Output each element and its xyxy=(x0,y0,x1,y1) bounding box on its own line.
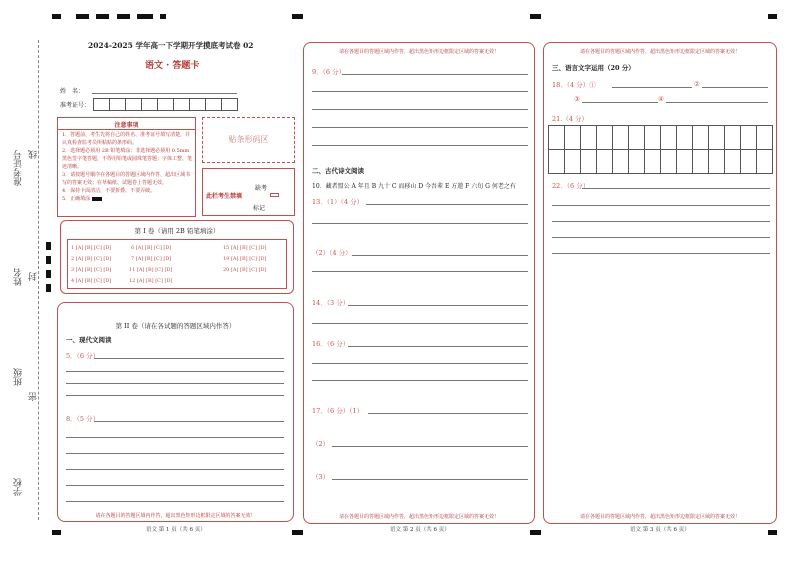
choice-row[interactable]: 6 [A] [B] [C] [D] xyxy=(131,245,172,251)
answer-line[interactable] xyxy=(312,380,528,381)
part2-title: 第 II 卷（请在各试题的答题区域内作答） xyxy=(115,322,236,330)
notice-item: 5．正确填涂 xyxy=(62,195,193,203)
answer-line[interactable] xyxy=(368,413,528,414)
question-21: 21.（4 分） xyxy=(552,115,589,123)
side-label-seal: 封 xyxy=(29,272,39,281)
name-label: 姓 名： xyxy=(60,88,85,95)
side-label-school: 学校 xyxy=(14,478,24,496)
choice-row[interactable]: 4 [A] [B] [C] [D] xyxy=(71,278,112,284)
choice-row[interactable]: 7 [A] [B] [C] [D] xyxy=(131,256,172,262)
alignment-mark xyxy=(292,530,303,535)
question-17-3: （3） xyxy=(312,473,330,481)
page-footer: 语文 第 1 页（共 6 页） xyxy=(146,527,206,533)
choice-row[interactable]: 12 [A] [B] [C] [D] xyxy=(129,278,173,284)
part1-panel xyxy=(60,220,294,294)
warning-text: 请在各题目的答题区域内作答，超出黑色矩形边框限定区域的答案无效！ xyxy=(579,514,740,520)
absence-box: 此栏考生禁填 缺考 标记 xyxy=(202,168,295,216)
notice-box xyxy=(57,117,196,217)
alignment-mark xyxy=(46,270,51,278)
question-5: 5．（6 分） xyxy=(66,352,100,360)
question-8: 8．（5 分） xyxy=(66,415,100,423)
filled-mark-icon xyxy=(92,197,102,201)
ticket-label: 准考证号： xyxy=(60,102,91,109)
choice-row[interactable]: 2 [A] [B] [C] [D] xyxy=(71,256,112,262)
choice-row[interactable]: 19 [A] [B] [C] [D] xyxy=(223,256,267,262)
answer-line[interactable] xyxy=(66,453,284,454)
choice-row[interactable]: 20 [A] [B] [C] [D] xyxy=(223,267,267,273)
answer-line[interactable] xyxy=(312,223,528,224)
alignment-mark xyxy=(46,242,51,250)
section-heading: 二、古代诗文阅读 xyxy=(312,167,364,175)
answer-line[interactable] xyxy=(66,469,284,470)
choice-row[interactable]: 3 [A] [B] [C] [D] xyxy=(71,267,112,273)
name-field[interactable] xyxy=(92,93,237,94)
page3-panel xyxy=(543,42,777,524)
answer-line[interactable] xyxy=(66,501,284,502)
page-footer: 语文 第 2 页（共 6 页） xyxy=(390,527,450,533)
alignment-mark xyxy=(46,256,51,264)
ticket-number-boxes[interactable] xyxy=(93,98,238,111)
answer-line[interactable] xyxy=(666,102,768,103)
alignment-mark xyxy=(530,14,541,19)
choice-row[interactable]: 11 [A] [B] [C] [D] xyxy=(129,267,173,273)
question-22: 22．（6 分） xyxy=(552,182,590,190)
notice-title: 注意事项 xyxy=(114,122,139,129)
alignment-mark xyxy=(160,14,166,19)
page-subtitle: 语文 · 答题卡 xyxy=(145,61,200,71)
alignment-mark xyxy=(96,14,109,19)
writing-grid[interactable] xyxy=(548,125,773,174)
question-17-2: （2） xyxy=(312,440,330,448)
answer-line[interactable] xyxy=(552,237,770,238)
answer-line[interactable] xyxy=(582,188,770,189)
page-footer: 语文 第 3 页（共 6 页） xyxy=(630,527,690,533)
answer-line[interactable] xyxy=(552,205,770,206)
answer-line[interactable] xyxy=(366,204,528,205)
choice-row[interactable]: 15 [A] [B] [C] [D] xyxy=(223,245,267,251)
part2-panel xyxy=(57,302,294,522)
warning-text: 请在各题目的答题区域内作答，超出黑色矩形边框限定区域的答案无效！ xyxy=(338,514,499,520)
alignment-mark xyxy=(52,14,61,19)
section-heading: 一、现代文阅读 xyxy=(66,336,112,344)
warning-text: 请在各题目的答题区域内作答，超出黑色矩形边框限定区域的答案无效！ xyxy=(338,49,499,55)
alignment-mark xyxy=(768,14,777,19)
answer-line[interactable] xyxy=(342,74,528,75)
question-9: 9．（6 分） xyxy=(312,68,346,76)
side-label-ticket: 准考证号 xyxy=(14,150,24,186)
answer-line[interactable] xyxy=(66,383,284,384)
question-17-1: 17．（6 分）（1） xyxy=(312,407,364,415)
answer-line[interactable] xyxy=(612,87,692,88)
question-13-1: 13．（1）（4 分） xyxy=(312,198,364,206)
answer-line[interactable] xyxy=(66,437,284,438)
alignment-mark xyxy=(137,14,153,19)
warning-text: 请在各题目的答题区域内作答，超出黑色矩形边框限定区域的答案无效！ xyxy=(95,513,256,519)
answer-line[interactable] xyxy=(66,371,284,372)
alignment-mark xyxy=(530,530,541,535)
answer-line[interactable] xyxy=(348,346,528,347)
question-14: 14．（3 分） xyxy=(312,299,350,307)
alignment-mark xyxy=(117,14,130,19)
notice-item: 2．选择题必须用 2B 铅笔填涂；非选择题必须用 0.5mm 黑色签字笔答题，不得用铅笔或圆珠笔答题；字体工整、笔迹清晰。 xyxy=(62,148,193,170)
answer-line[interactable] xyxy=(352,255,528,256)
question-18-4: ④ xyxy=(658,95,664,103)
answer-line[interactable] xyxy=(312,127,528,128)
alignment-mark xyxy=(52,530,61,535)
question-16: 16．（6 分） xyxy=(312,340,350,348)
answer-line[interactable] xyxy=(94,358,284,359)
answer-line[interactable] xyxy=(582,102,658,103)
question-10: 10．藏者盟公 A 年且 B 九十 C 而移山 D 今吾辈 E 方遨 F 六旬 G 何老之有 xyxy=(312,183,516,190)
question-18-3: ③ xyxy=(574,95,580,103)
question-13-2: （2）（4 分） xyxy=(312,249,352,257)
side-label-name: 姓名 xyxy=(14,268,24,286)
barcode-area: 贴条形码区 xyxy=(202,117,295,163)
answer-line[interactable] xyxy=(702,87,768,88)
section-heading: 三、语言文字运用（20 分） xyxy=(552,64,635,72)
answer-line[interactable] xyxy=(332,479,528,480)
warning-text: 请在各题目的答题区域内作答，超出黑色矩形边框限定区域的答案无效！ xyxy=(579,49,740,55)
page2-panel xyxy=(303,42,535,524)
answer-line[interactable] xyxy=(312,363,528,364)
notice-item: 1．答题前，考生先将自己的姓名、准考证号填写清楚，并认真检查监考员所粘贴的条形码。 xyxy=(62,132,191,146)
answer-line[interactable] xyxy=(312,323,528,324)
question-18: 18．（4 分）① xyxy=(552,81,596,89)
choice-row[interactable]: 1 [A] [B] [C] [D] xyxy=(71,245,112,251)
side-label-fold: 密 xyxy=(29,392,39,401)
answer-line[interactable] xyxy=(94,421,284,422)
alignment-mark xyxy=(46,284,51,292)
answer-line[interactable] xyxy=(66,395,284,396)
absent-checkbox[interactable] xyxy=(270,193,279,197)
answer-line[interactable] xyxy=(312,271,528,272)
answer-line[interactable] xyxy=(312,109,528,110)
answer-line[interactable] xyxy=(552,253,770,254)
answer-line[interactable] xyxy=(312,91,528,92)
answer-line[interactable] xyxy=(348,305,528,306)
answer-line[interactable] xyxy=(66,485,284,486)
alignment-mark xyxy=(768,530,777,535)
alignment-mark xyxy=(76,14,89,19)
notice-item: 3．请按题号顺序在各题目的答题区域内作答，超出区域书写的答案无效；在草稿纸、试题卷上答题无效。 xyxy=(62,172,191,186)
answer-line[interactable] xyxy=(552,221,770,222)
page-title: 2024-2025 学年高一下学期开学摸底考试卷 02 xyxy=(88,41,254,50)
side-label-class: 班级 xyxy=(14,368,24,386)
answer-line[interactable] xyxy=(312,145,528,146)
question-18-2: ② xyxy=(694,80,700,88)
side-label-line: 线 xyxy=(29,150,39,159)
answer-line[interactable] xyxy=(332,446,528,447)
notice-item: 4．保持卡面清洁，不要折叠、不要弄破。 xyxy=(62,188,156,194)
part1-title: 第 I 卷（请用 2B 铅笔填涂） xyxy=(134,227,220,235)
alignment-mark xyxy=(292,14,303,19)
